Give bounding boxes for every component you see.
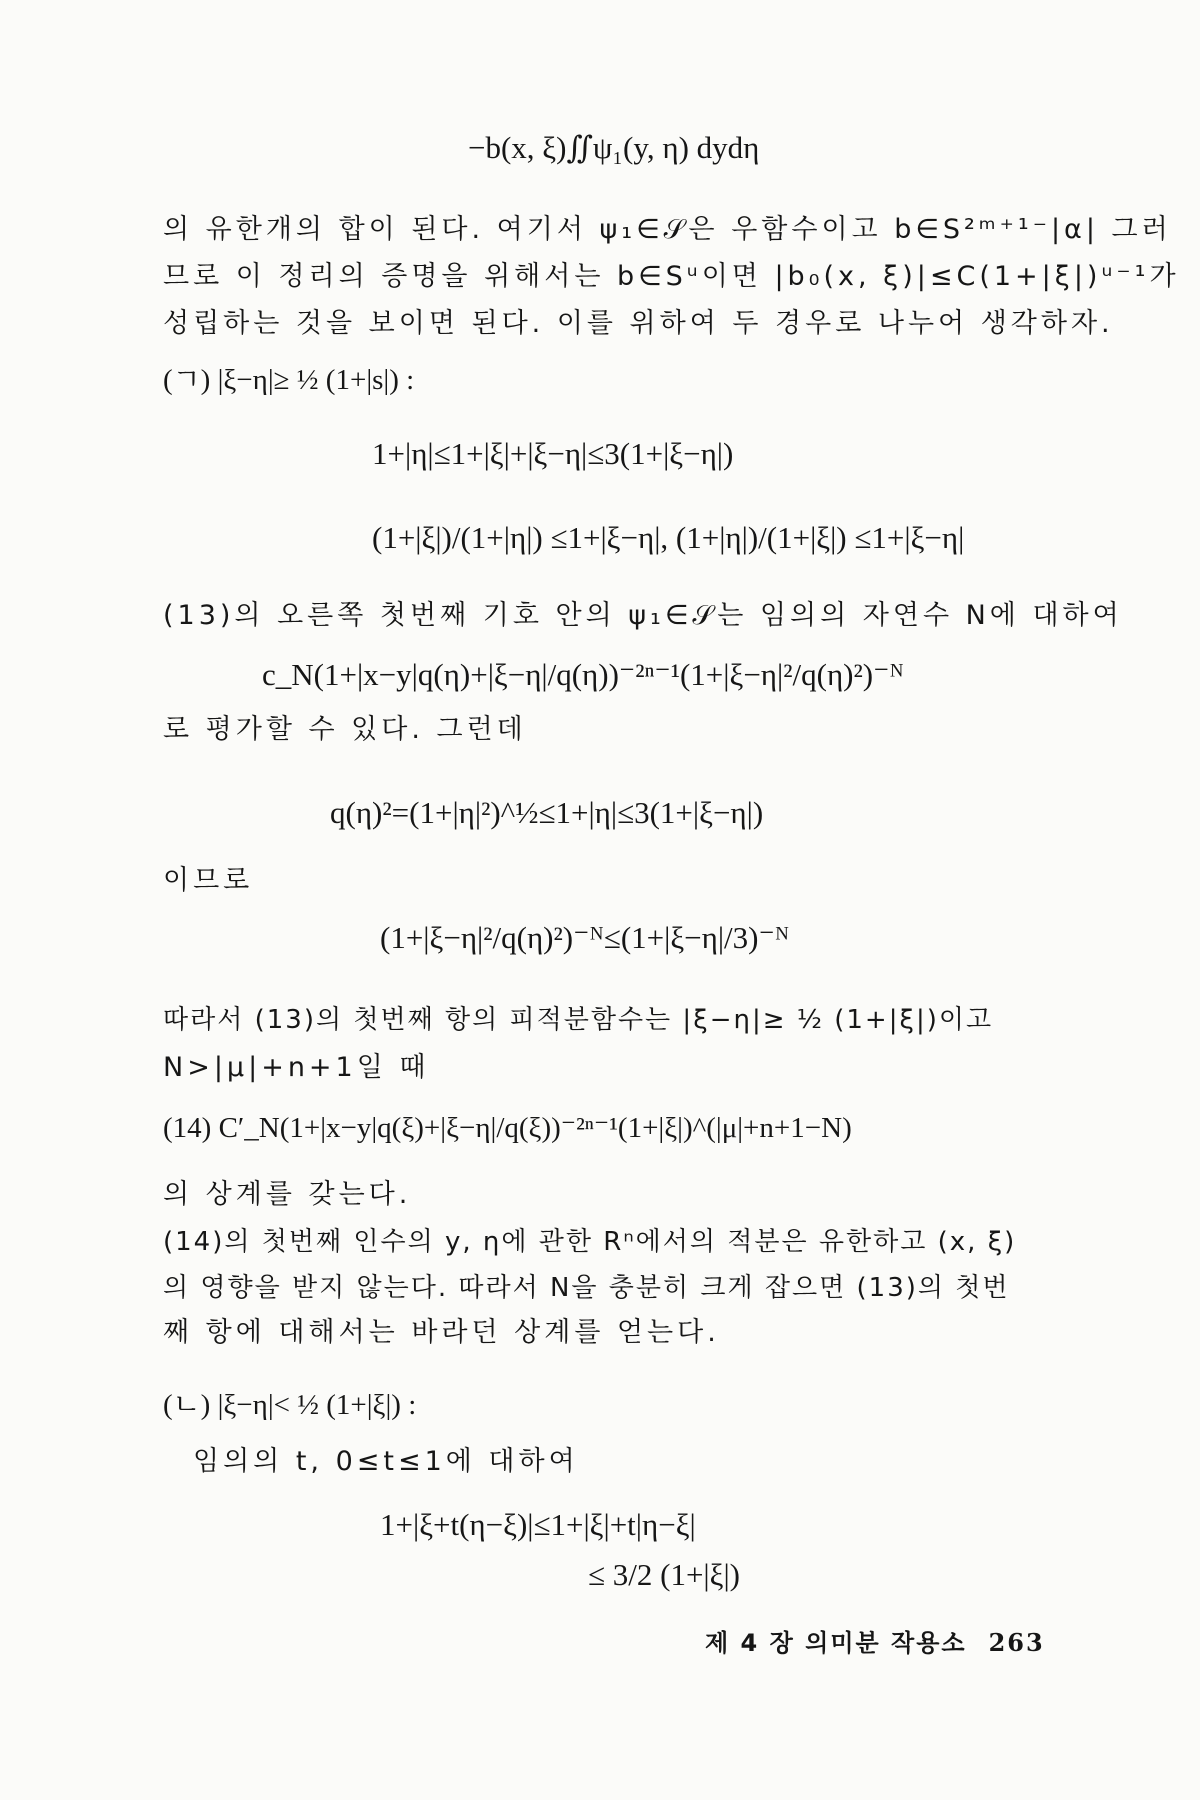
case-a-heading: (ㄱ) |ξ−η|≥ ½ (1+|s|) : bbox=[163, 364, 415, 396]
chapter-title: 제 4 장 의미분 작용소 bbox=[705, 1629, 967, 1657]
equation-bound: (1+|ξ−η|²/q(η)²)⁻ᴺ≤(1+|ξ−η|/3)⁻ᴺ bbox=[380, 920, 790, 955]
equation-inequality-3: 1+|ξ+t(η−ξ)|≤1+|ξ|+t|η−ξ| bbox=[380, 1507, 696, 1542]
paragraph-line: N>|μ|+n+1일 때 bbox=[163, 1052, 430, 1083]
paragraph-line: 임의의 t, 0≤t≤1에 대하여 bbox=[193, 1446, 579, 1477]
equation-inequality-4: ≤ 3/2 (1+|ξ|) bbox=[588, 1557, 740, 1592]
paragraph-line: 성립하는 것을 보이면 된다. 이를 위하여 두 경우로 나누어 생각하자. bbox=[163, 308, 1114, 339]
paragraph-line: 의 상계를 갖는다. bbox=[163, 1179, 412, 1210]
paragraph-line: 이므로 bbox=[163, 865, 254, 896]
page-number: 263 bbox=[988, 1628, 1045, 1657]
paragraph-line: 므로 이 정리의 증명을 위해서는 b∈Sᵘ이면 |b₀(x, ξ)|≤C(1+|ξ|)ᵘ⁻¹가 bbox=[163, 261, 1180, 292]
equation-inequality-2: (1+|ξ|)/(1+|η|) ≤1+|ξ−η|, (1+|η|)/(1+|ξ|) ≤1+|ξ−η| bbox=[372, 520, 965, 555]
page-footer bbox=[705, 1623, 1045, 1658]
paragraph-line: (13)의 오른쪽 첫번째 기호 안의 ψ₁∈𝒮는 임의의 자연수 N에 대하여 bbox=[163, 600, 1123, 631]
equation-integral: −b(x, ξ)∬ψ₁(y, η) dydη bbox=[468, 130, 760, 165]
paragraph-line: 따라서 (13)의 첫번째 항의 피적분함수는 |ξ−η|≥ ½ (1+|ξ|)이고 bbox=[163, 1005, 994, 1035]
paragraph-line: 째 항에 대해서는 바라던 상계를 얻는다. bbox=[163, 1317, 720, 1348]
equation-14: (14) C′_N(1+|x−y|q(ξ)+|ξ−η|/q(ξ))⁻²ⁿ⁻¹(1+|ξ|)^(|μ|+n+1−N) bbox=[163, 1112, 852, 1144]
equation-estimate: c_N(1+|x−y|q(η)+|ξ−η|/q(η))⁻²ⁿ⁻¹(1+|ξ−η|²/q(η)²)⁻ᴺ bbox=[262, 657, 904, 692]
equation-inequality-1: 1+|η|≤1+|ξ|+|ξ−η|≤3(1+|ξ−η|) bbox=[372, 436, 734, 471]
paragraph-line: (14)의 첫번째 인수의 y, η에 관한 Rⁿ에서의 적분은 유한하고 (x, ξ) bbox=[163, 1227, 1017, 1257]
paragraph-line: 의 영향을 받지 않는다. 따라서 N을 충분히 크게 잡으면 (13)의 첫번 bbox=[163, 1273, 1010, 1303]
paragraph-line: 의 유한개의 합이 된다. 여기서 ψ₁∈𝒮은 우함수이고 b∈S²ᵐ⁺¹⁻|α| 그러 bbox=[163, 214, 1172, 245]
case-b-heading: (ㄴ) |ξ−η|< ½ (1+|ξ|) : bbox=[163, 1389, 417, 1421]
equation-q-eta: q(η)²=(1+|η|²)^½≤1+|η|≤3(1+|ξ−η|) bbox=[330, 795, 764, 830]
paragraph-line: 로 평가할 수 있다. 그런데 bbox=[163, 714, 527, 745]
